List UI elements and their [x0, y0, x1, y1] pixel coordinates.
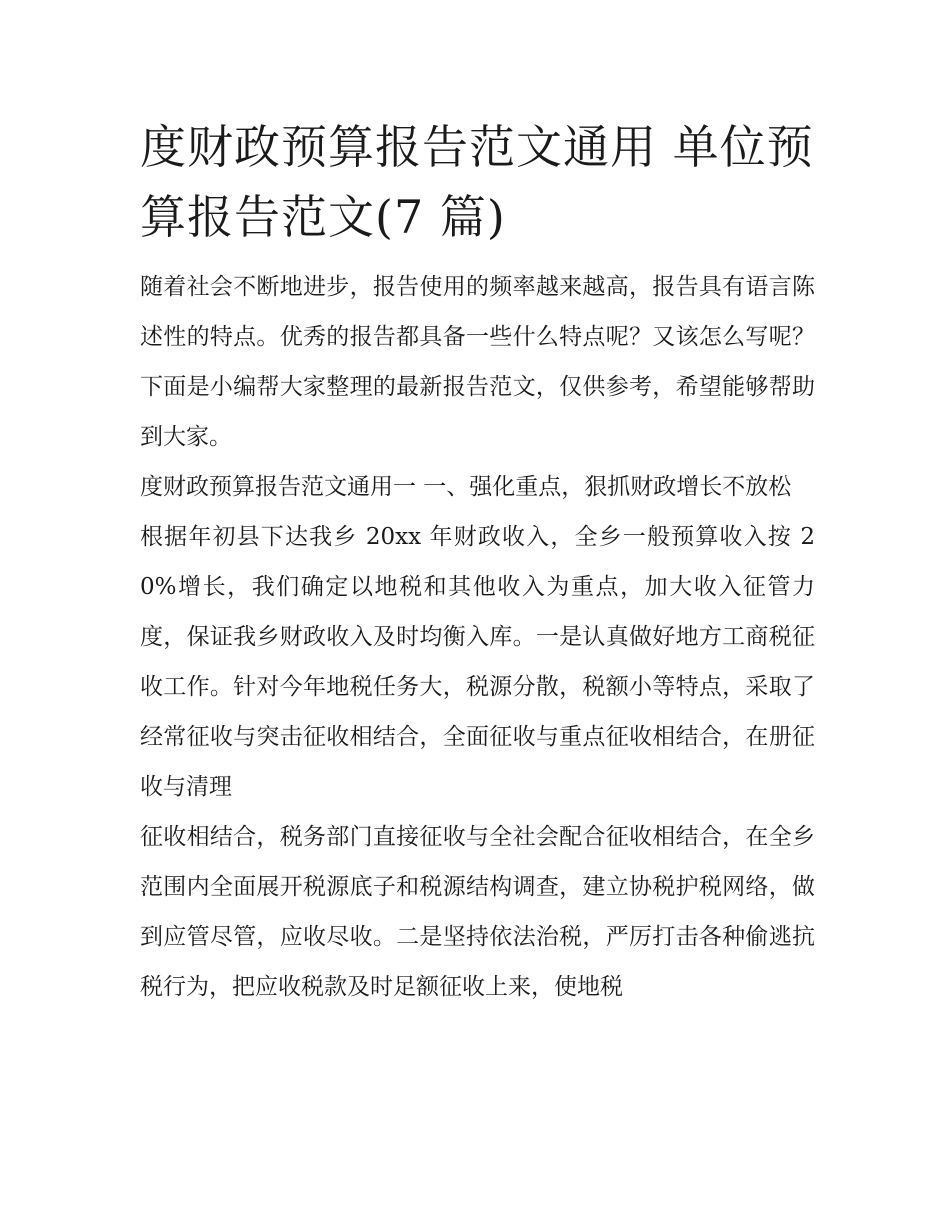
- body-paragraph: 征收相结合，税务部门直接征收与全社会配合征收相结合，在全乡范围内全面展开税源底子和税源结构调查，建立协税护税网络，做到应管尽管，应收尽收。二是坚持依法治税，严厉打击各种偷逃抗税行为，把应收税款及时足额征收上来，使地税: [140, 824, 815, 1000]
- section-heading-paragraph: 度财政预算报告范文通用一 一、强化重点，狠抓财政增长不放松: [140, 474, 792, 500]
- intro-paragraph: 随着社会不断地进步，报告使用的频率越来越高，报告具有语言陈述性的特点。优秀的报告都具备一些什么特点呢？又该怎么写呢？下面是小编帮大家整理的最新报告范文，仅供参考，希望能够帮助到大家。: [140, 274, 815, 450]
- document-title: 度财政预算报告范文通用 单位预算报告范文(7 篇): [140, 120, 814, 244]
- document-body: [140, 112, 815, 1012]
- body-paragraph: 根据年初县下达我乡 20xx 年财政收入，全乡一般预算收入按 20%增长，我们确定以地税和其他收入为重点，加大收入征管力度，保证我乡财政收入及时均衡入库。一是认真做好地方工商税征收工作。针对今年地税任务大，税源分散，税额小等特点，采取了经常征收与突击征收相结合，全面征收与重点征收相结合，在册征收与清理: [140, 524, 815, 800]
